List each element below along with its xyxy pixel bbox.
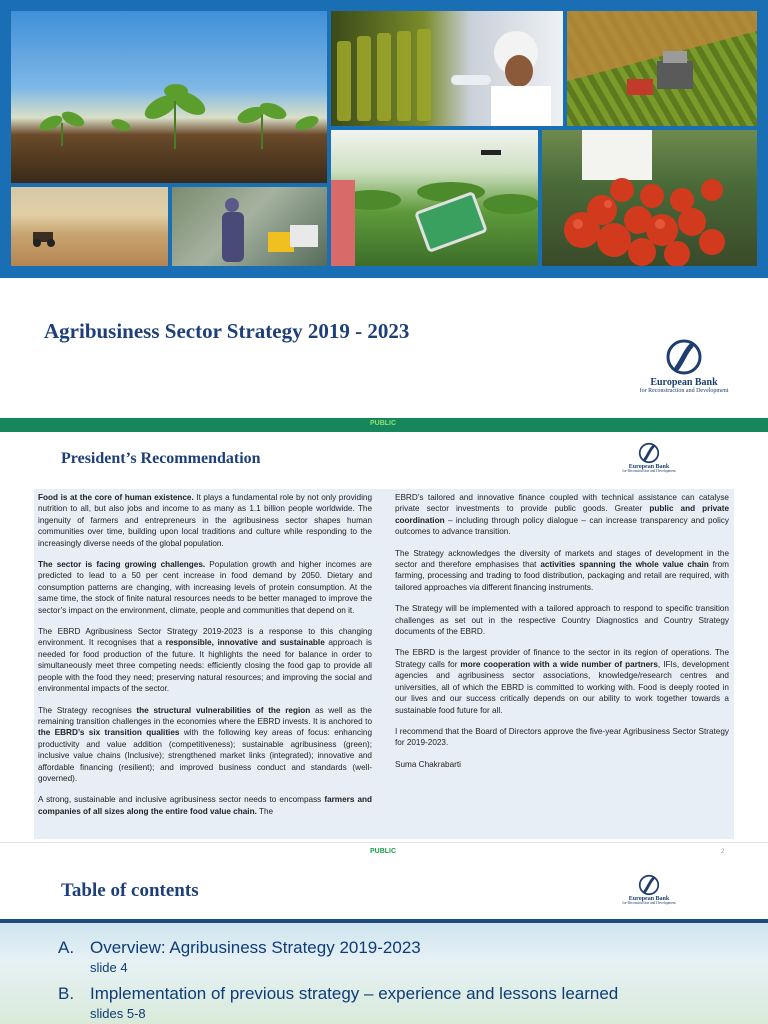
ebrd-logo-cover	[622, 338, 746, 395]
emphasis-text: more cooperation with a wide number of partners	[460, 659, 658, 669]
recommendation-heading: President’s Recommendation	[61, 450, 261, 467]
cover-page	[0, 0, 768, 432]
page-number: 2	[721, 849, 725, 855]
ebrd-logo-mark-icon	[638, 874, 660, 896]
emphasis-text: the structural vulnerabilities of the region	[136, 705, 311, 715]
paragraph-text: as well as the remaining transition challenges in the economies where the EBRD invests. It is anchored to	[38, 705, 372, 726]
toc-item-letter: B.	[58, 984, 75, 1003]
paragraph-text: The Strategy acknowledges the diversity of markets and stages of development in the sector and therefore emphasises that	[395, 548, 729, 570]
recommendation-left-column	[38, 492, 372, 827]
emphasis-text: public and private coordination	[395, 504, 730, 525]
recommendation-paragraph	[38, 559, 372, 616]
recommendation-right-column	[395, 492, 729, 780]
toc-page	[0, 862, 768, 1024]
paragraph-text: It plays a fundamental role by not only providing nutrition to all, but also jobs and income to as many as 1.1 billion people worldwide. The ingenuity of farmers and entrepreneurs in the agribusiness sector shapes human communities over time, building upon local traditions and culture while responding to the increasingly diverse needs of the global population.	[38, 493, 372, 548]
recommendation-paragraph	[395, 492, 729, 538]
paragraph-text: The	[256, 806, 274, 816]
photo-desert-field-tractor	[11, 187, 168, 266]
recommendation-text-panel	[34, 489, 734, 839]
logo-line2: for Reconstruction and Development	[622, 469, 676, 473]
logo-line2: for Reconstruction and Development	[622, 901, 676, 905]
paragraph-text: , IFIs, development agencies and agribusiness sector associations, knowledge/research centres and universities, all of which the EBRD is committed to working with. Food is deeply rooted in our lives and our success critically depends on our ability to work together towards a sustainable food future for all.	[395, 659, 729, 715]
paragraph-text: The Strategy recognises	[38, 705, 137, 715]
recommendation-paragraph	[395, 647, 729, 715]
emphasis-text: activities spanning the whole value chain	[540, 560, 709, 570]
recommendation-page	[0, 432, 768, 862]
ebrd-logo-toc	[612, 874, 686, 906]
paragraph-text: from farming, processing and trading to food distribution, packaging and retail are required, with tailored approaches via different financing instruments.	[395, 560, 730, 592]
recommendation-paragraph	[38, 626, 372, 694]
ebrd-logo-recommendation	[612, 442, 686, 474]
cover-title: Agribusiness Sector Strategy 2019 - 2023	[44, 319, 410, 343]
toc-item-sub: slide 4	[90, 960, 128, 975]
recommendation-paragraph	[38, 705, 372, 785]
recommendation-paragraph	[395, 548, 729, 594]
photo-tomatoes-crate	[542, 130, 757, 266]
paragraph-text: approach is needed for food production of the future. It highlights the need for balance in order to simultaneously meet three competing needs: efficiently closing the food gap to provide all people with the food they need; preserving natural resources; and improving the social and environmental impacts of the sector.	[38, 638, 373, 694]
paragraph-text: A strong, sustainable and inclusive agribusiness sector needs to encompass	[38, 795, 325, 805]
toc-item-title: Implementation of previous strategy – experience and lessons learned	[90, 984, 619, 1003]
emphasis-text: farmers and companies of all sizes along the entire food value chain.	[38, 795, 372, 816]
paragraph-text: The Strategy will be implemented with a tailored approach to respond to specific transition challenges as set out in the respective Country Diagnostics and Country Strategy documents of the EBRD.	[395, 604, 729, 637]
toc-item-letter: A.	[58, 938, 75, 957]
paragraph-text: The EBRD is the largest provider of finance to the sector in its region of operations. The Strategy calls for	[395, 648, 729, 669]
cover-public-label: PUBLIC	[370, 420, 397, 427]
recommendation-paragraph	[38, 492, 372, 549]
emphasis-text: The sector is facing growing challenges.	[38, 560, 206, 570]
emphasis-text: the EBRD’s six transition qualities	[38, 728, 180, 738]
logo-line1: European Bank	[628, 464, 670, 470]
photo-tractor-aerial	[567, 11, 757, 126]
photo-olive-harvest-woman	[172, 187, 327, 266]
paragraph-text: I recommend that the Board of Directors approve the five-year Agribusiness Sector Strategy for 2019-2023.	[395, 726, 729, 748]
logo-line2: for Reconstruction and Development	[639, 388, 729, 394]
toc-item-b[interactable]	[58, 984, 618, 1021]
photo-greenhouse-tablet-drone	[331, 130, 538, 266]
paragraph-text: – including through policy dialogue – can increase transparency and policy outcomes to advance transition.	[395, 515, 729, 537]
toc-item-title: Overview: Agribusiness Strategy 2019-2023	[90, 938, 421, 957]
photo-olive-oil-lab-worker	[331, 11, 563, 126]
recommendation-paragraph	[395, 726, 729, 749]
paragraph-text: Suma Chakrabarti	[395, 759, 461, 769]
toc-heading: Table of contents	[61, 880, 199, 901]
logo-line1: European Bank	[650, 377, 718, 388]
emphasis-text: responsible, innovative and sustainable	[165, 638, 325, 648]
recommendation-footer-line	[0, 842, 768, 843]
paragraph-text: Population growth and higher incomes are predicted to lead to a 50 per cent increase in food demand by 2050. Dietary and consumption patterns are changing, with increasing levels of protein consumption. At the same time, the stock of finite natural resources needs to be better managed to improve the sector’s impact on the environment, climate, people and communities that depend on it.	[38, 560, 372, 615]
toc-item-sub: slides 5-8	[90, 1006, 146, 1021]
recommendation-paragraph	[38, 794, 372, 817]
cover-public-strip	[0, 418, 768, 432]
photo-seedlings-in-field	[11, 11, 327, 183]
paragraph-text: EBRD’s tailored and innovative finance coupled with technical assistance can catalyse private sector investments to provide public goods. Greater	[395, 493, 729, 514]
recommendation-footer-public: PUBLIC	[370, 848, 397, 855]
paragraph-text: The EBRD Agribusiness Sector Strategy 2019-2023 is a response to this changing environment. It recognises that a	[38, 627, 372, 648]
recommendation-paragraph	[395, 603, 729, 637]
ebrd-logo-mark-icon	[638, 442, 660, 464]
emphasis-text: Food is at the core of human existence.	[38, 493, 194, 502]
paragraph-text: with the following key areas of focus: enhancing productivity and value addition (competitiveness); sustainable agribusiness (green); inclusive value chains (Inclusive); strengthened market links (integrated); innovative and affordable financing (resilient); and improved business conduct and standards (well-governed).	[38, 728, 372, 783]
logo-line1: European Bank	[628, 896, 670, 902]
toc-item-a[interactable]	[58, 938, 421, 975]
recommendation-paragraph	[395, 759, 729, 770]
ebrd-logo-mark-icon	[665, 338, 703, 376]
